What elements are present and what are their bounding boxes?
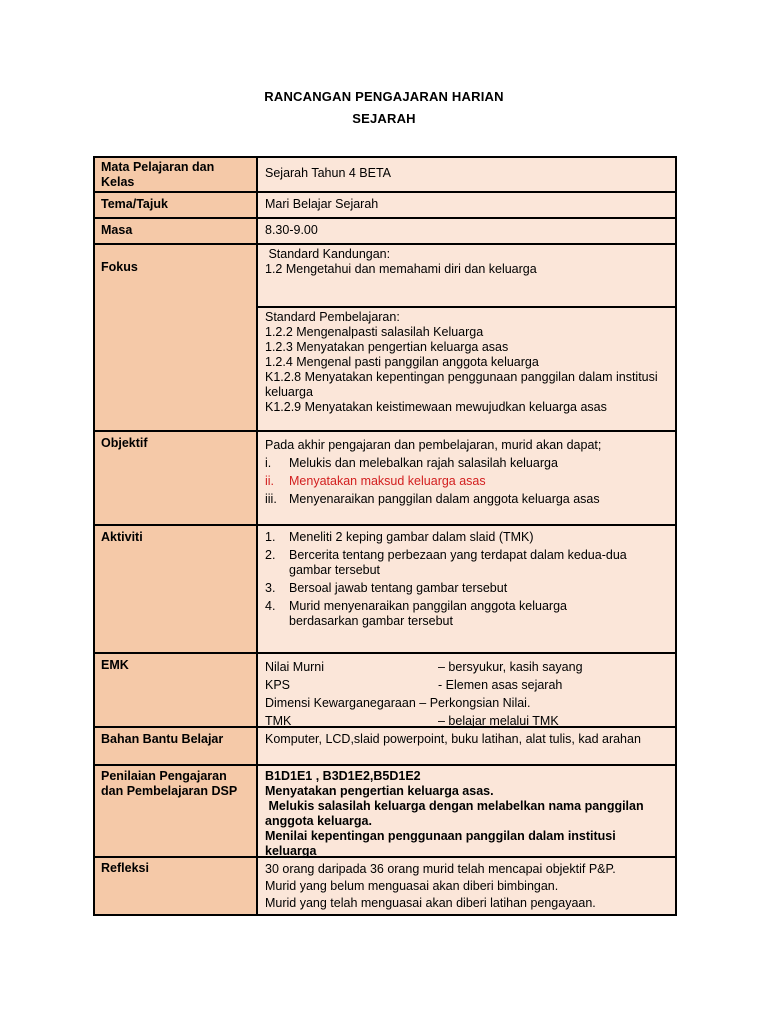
objektif-item-highlighted: ii. Menyatakan maksud keluarga asas xyxy=(265,474,486,488)
penilaian-line: Menyatakan pengertian keluarga asas. xyxy=(265,784,494,798)
label-fokus: Fokus xyxy=(95,245,256,430)
value-refleksi xyxy=(258,858,675,914)
value-bahan-bantu-belajar: Komputer, LCD,slaid powerpoint, buku latihan, alat tulis, kad arahan xyxy=(258,728,675,764)
lesson-plan-table xyxy=(93,156,677,916)
value-aktiviti xyxy=(258,526,675,652)
refleksi-line: Murid yang belum menguasai akan diberi bimbingan. xyxy=(265,879,559,893)
penilaian-line: B1D1E1 , B3D1E2,B5D1E2 xyxy=(265,769,421,783)
label-masa: Masa xyxy=(95,219,256,243)
value-emk xyxy=(258,654,675,726)
objektif-item: i. Melukis dan melebalkan rajah salasilah keluarga xyxy=(265,456,558,470)
kandungan-text: 1.2 Mengetahui dan memahami diri dan keluarga xyxy=(265,262,537,276)
pembelajaran-item: 1.2.3 Menyatakan pengertian keluarga asas xyxy=(265,340,509,354)
objektif-item: iii. Menyenaraikan panggilan dalam anggota keluarga asas xyxy=(265,492,600,506)
value-tema: Mari Belajar Sejarah xyxy=(258,193,675,217)
page-subtitle: SEJARAH xyxy=(352,111,416,126)
refleksi-line: 30 orang daripada 36 orang murid telah mencapai objektif P&P. xyxy=(265,862,616,876)
emk-item: Dimensi Kewarganegaraan – Perkongsian Nilai. xyxy=(265,696,531,710)
value-penilaian xyxy=(258,766,675,856)
pembelajaran-item: K1.2.9 Menyatakan keistimewaan mewujudkan keluarga asas xyxy=(265,400,607,414)
value-mata-pelajaran: Sejarah Tahun 4 BETA xyxy=(258,158,675,191)
pembelajaran-item: 1.2.2 Mengenalpasti salasilah Keluarga xyxy=(265,325,484,339)
value-masa: 8.30-9.00 xyxy=(258,219,675,243)
aktiviti-item: 3. Bersoal jawab tentang gambar tersebut xyxy=(265,581,508,595)
page-title: RANCANGAN PENGAJARAN HARIAN xyxy=(264,89,504,104)
kandungan-title: Standard Kandungan: xyxy=(265,247,391,261)
label-bahan-bantu-belajar: Bahan Bantu Belajar xyxy=(95,728,256,764)
label-objektif: Objektif xyxy=(95,432,256,524)
value-objektif xyxy=(258,432,675,524)
label-mata-pelajaran: Mata Pelajaran dan Kelas xyxy=(95,158,256,191)
penilaian-line: Menilai kepentingan penggunaan panggilan dalam institusi keluarga xyxy=(265,829,616,858)
aktiviti-item: 2. Bercerita tentang perbezaan yang terdapat dalam kedua-dua gambar tersebut xyxy=(265,548,627,577)
fokus-standard-kandungan xyxy=(258,245,675,306)
emk-item: Nilai Murni – bersyukur, kasih sayang xyxy=(265,660,583,674)
pembelajaran-title: Standard Pembelajaran: xyxy=(265,310,400,324)
aktiviti-item: 1. Meneliti 2 keping gambar dalam slaid (TMK) xyxy=(265,530,534,544)
label-refleksi: Refleksi xyxy=(95,858,256,914)
refleksi-line: Murid yang telah menguasai akan diberi latihan pengayaan. xyxy=(265,896,596,910)
label-aktiviti: Aktiviti xyxy=(95,526,256,652)
penilaian-line: Melukis salasilah keluarga dengan melabelkan nama panggilan anggota keluarga. xyxy=(265,799,648,828)
emk-item: TMK – belajar melalui TMK xyxy=(265,714,559,728)
label-penilaian: Penilaian Pengajaran dan Pembelajaran DSP xyxy=(95,766,256,856)
pembelajaran-item: 1.2.4 Mengenal pasti panggilan anggota keluarga xyxy=(265,355,539,369)
emk-item: KPS - Elemen asas sejarah xyxy=(265,678,563,692)
aktiviti-item: 4. Murid menyenaraikan panggilan anggota keluarga berdasarkan gambar tersebut xyxy=(265,599,567,628)
objektif-intro: Pada akhir pengajaran dan pembelajaran, murid akan dapat; xyxy=(265,438,602,452)
label-tema: Tema/Tajuk xyxy=(95,193,256,217)
fokus-standard-pembelajaran xyxy=(258,308,675,430)
label-emk: EMK xyxy=(95,654,256,726)
pembelajaran-item: K1.2.8 Menyatakan kepentingan penggunaan panggilan dalam institusi keluarga xyxy=(265,370,658,399)
